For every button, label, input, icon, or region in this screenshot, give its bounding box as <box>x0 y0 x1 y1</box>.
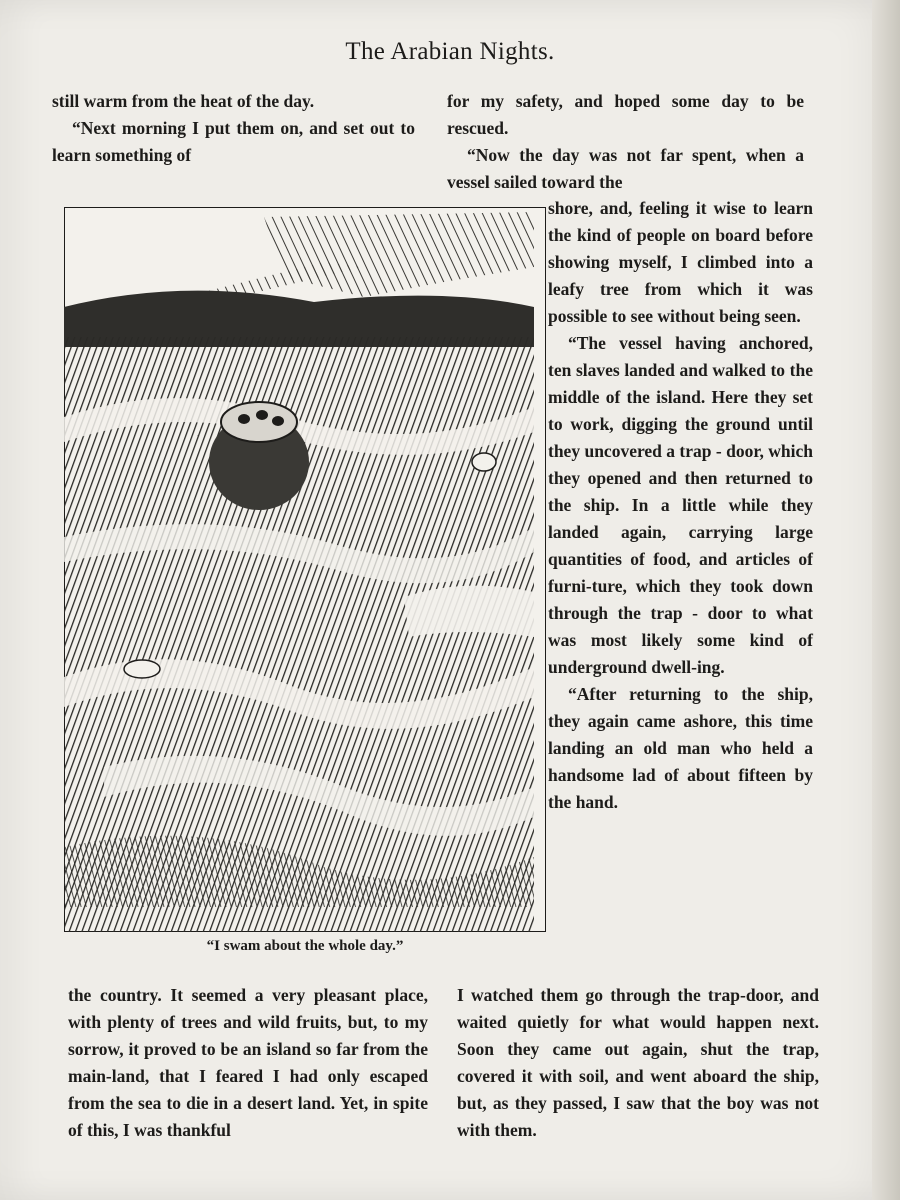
paragraph: “The vessel having anchored, ten slaves landed and walked to the middle of the island. Here they set to work, digging the ground until they uncovered a trap - door, which they opened and then returned to the ship. In a little while they landed again, carrying large quantities of food, and articles of furni-ture, which they took down through the trap - door to what was most likely some kind of underground dwell-ing. <box>548 333 813 677</box>
page-title: The Arabian Nights. <box>345 38 555 65</box>
left-column-bottom <box>68 982 428 1144</box>
right-column-top <box>447 88 804 196</box>
paragraph: still warm from the heat of the day. <box>52 91 315 111</box>
sea-illustration <box>64 207 546 932</box>
paragraph: I watched them go through the trap-door, and waited quietly for what would happen next. Soon they came out again, shut the trap, covered it with soil, and went aboard the ship, but, as they passed, I saw that the boy was not with them. <box>457 985 819 1140</box>
paragraph: “Now the day was not far spent, when a vessel sailed toward the <box>447 145 804 192</box>
page-edge <box>872 0 900 1200</box>
paragraph: the country. It seemed a very pleasant place, with plenty of trees and wild fruits, but, to my sorrow, it proved to be an island so far from the main-land, that I feared I had only escaped from the sea to die in a desert land. Yet, in spite of this, I was thankful <box>68 985 428 1140</box>
paragraph: for my safety, and hoped some day to be rescued. <box>447 91 804 138</box>
illustration-caption: “I swam about the whole day.” <box>206 938 404 954</box>
right-column-wrap <box>548 195 813 816</box>
right-column-bottom <box>457 982 819 1144</box>
paragraph: “Next morning I put them on, and set out to learn something of <box>52 118 415 165</box>
paragraph: shore, and, feeling it wise to learn the kind of people on board before showing myself, I climbed into a leafy tree from which it was possible to see without being seen. <box>548 198 813 326</box>
paragraph: “After returning to the ship, they again came ashore, this time landing an old man who held a handsome lad of about fifteen by the hand. <box>548 684 813 812</box>
left-column-top <box>52 88 415 169</box>
